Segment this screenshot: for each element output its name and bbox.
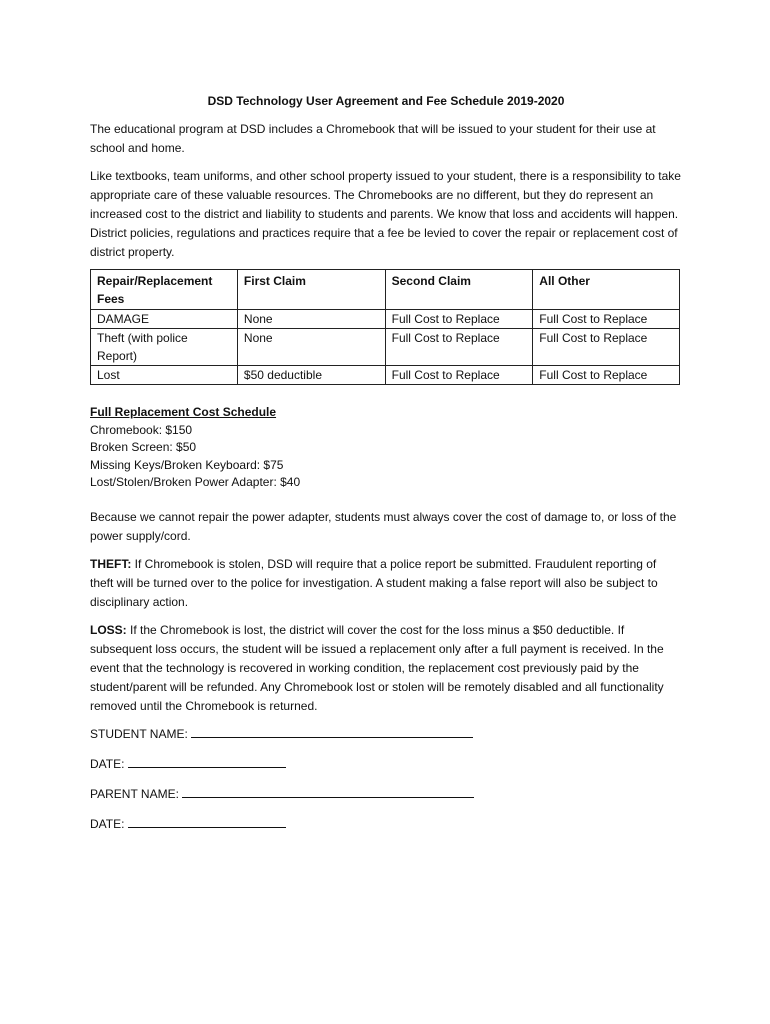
parent-date-field[interactable] (90, 815, 682, 834)
fee-table-cell: Full Cost to Replace (385, 310, 533, 329)
replacement-cost-schedule (90, 404, 682, 492)
student-name-field[interactable] (90, 725, 682, 744)
schedule-title: Full Replacement Cost Schedule (90, 405, 277, 419)
document-title: DSD Technology User Agreement and Fee Schedule 2019-2020 (207, 94, 565, 108)
fee-table-cell: None (237, 310, 385, 329)
theft-label: THEFT: (90, 556, 132, 571)
fee-table-cell: Lost (91, 366, 238, 385)
loss-label: LOSS: (90, 622, 127, 637)
student-name-label: STUDENT NAME: (90, 726, 188, 741)
schedule-item: Lost/Stolen/Broken Power Adapter: $40 (90, 475, 301, 489)
fee-table-row (91, 310, 680, 329)
student-date-line[interactable] (128, 757, 286, 768)
fee-table-cell: Full Cost to Replace (533, 329, 680, 366)
schedule-item: Chromebook: $150 (90, 422, 193, 437)
parent-name-label: PARENT NAME: (90, 786, 179, 801)
schedule-item: Missing Keys/Broken Keyboard: $75 (90, 457, 284, 472)
loss-text: If the Chromebook is lost, the district will cover the cost for the loss minus a $50 deductible. If subsequent loss occurs, the student will be issued a replacement only after a full payment is received. In the event that the technology is recovered in working condition, the replacement cost previously paid by the student/parent will be refunded. Any Chromebook lost or stolen will be remotely disabled and all functionality removed until the Chromebook is returned. (90, 622, 664, 713)
fee-table-cell: DAMAGE (91, 310, 238, 329)
fee-table-row (91, 366, 680, 385)
student-date-field[interactable] (90, 755, 682, 774)
date-label: DATE: (90, 756, 125, 771)
fee-table-cell: Full Cost to Replace (385, 329, 533, 366)
power-adapter-paragraph: Because we cannot repair the power adapter, students must always cover the cost of damage to, or loss of the power supply/cord. (90, 509, 677, 543)
parent-name-line[interactable] (182, 787, 474, 798)
intro-paragraph: The educational program at DSD includes a Chromebook that will be issued to your student for their use at school and home. (90, 122, 656, 155)
student-name-line[interactable] (191, 727, 473, 738)
theft-text: If Chromebook is stolen, DSD will require that a police report be submitted. Fraudulent reporting of theft will be turned over to the police for investigation. A student making a false report will also be subject to disciplinary action. (90, 556, 658, 609)
fee-table-cell: Theft (with police Report) (91, 329, 238, 366)
fee-table-cell: Full Cost to Replace (533, 366, 680, 385)
fee-table-cell: Full Cost to Replace (385, 366, 533, 385)
fee-table-header: Second Claim (385, 270, 533, 310)
fee-table-header: First Claim (237, 270, 385, 310)
parent-date-line[interactable] (128, 817, 286, 828)
fee-table-header: Repair/Replacement Fees (91, 270, 238, 310)
theft-paragraph (90, 555, 682, 612)
document-body (90, 92, 682, 845)
fee-table-cell: $50 deductible (237, 366, 385, 385)
fee-table-header: All Other (533, 270, 680, 310)
fee-table (90, 269, 680, 385)
fee-table-cell: Full Cost to Replace (533, 310, 680, 329)
schedule-item: Broken Screen: $50 (90, 440, 197, 454)
responsibility-paragraph: Like textbooks, team uniforms, and other school property issued to your student, there is a responsibility to take appropriate care of these valuable resources. The Chromebooks are no different, but they do represent an increased cost to the district and liability to students and parents. We know that loss and accidents will happen. District policies, regulations and practices require that a fee be levied to cover the repair or replacement cost of district property. (90, 169, 681, 259)
fee-table-cell: None (237, 329, 385, 366)
fee-table-row (91, 329, 680, 366)
fee-table-header-row (91, 270, 680, 310)
date-label: DATE: (90, 816, 125, 831)
loss-paragraph (90, 621, 682, 716)
parent-name-field[interactable] (90, 785, 682, 804)
